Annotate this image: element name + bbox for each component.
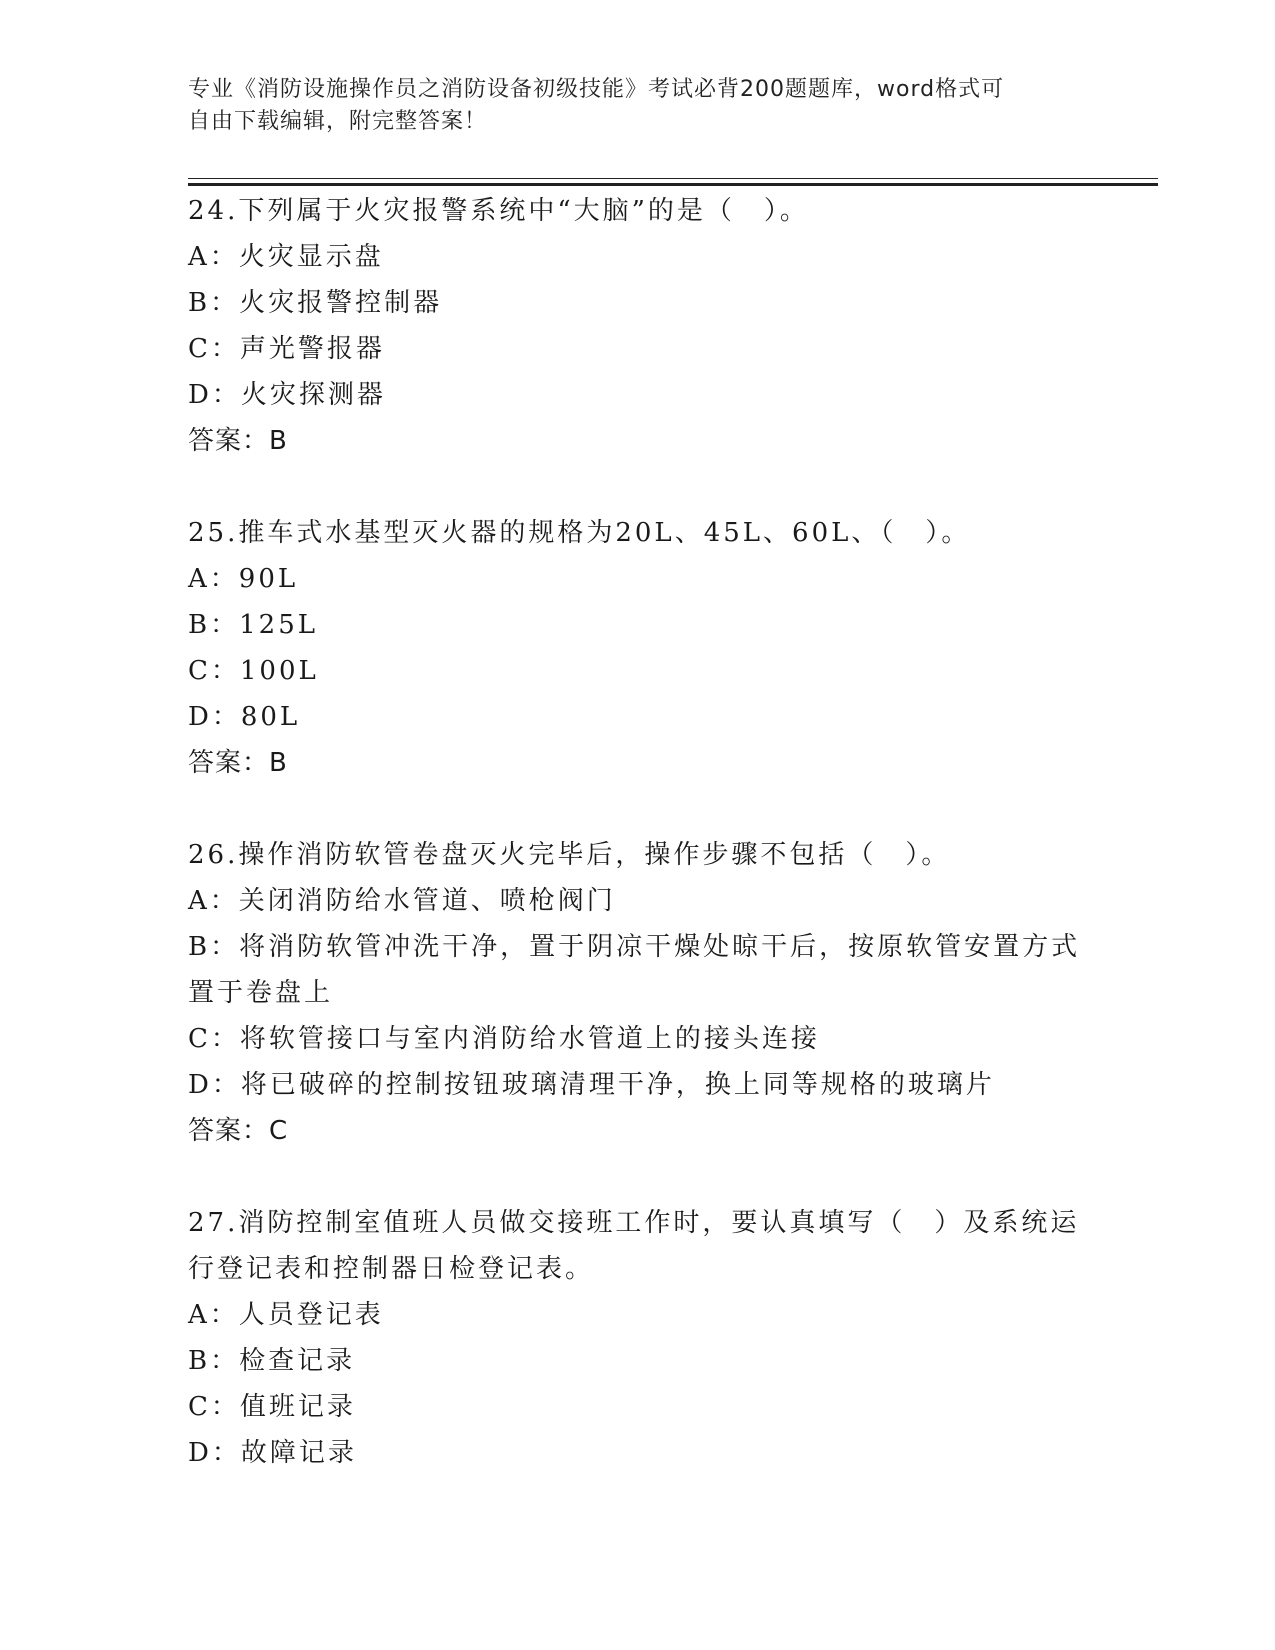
header-line-1: 专业《消防设施操作员之消防设备初级技能》考试必背200题题库，word格式可: [188, 77, 1005, 102]
option-a: A：人员登记表: [188, 1300, 384, 1330]
question-spacer: [188, 786, 1088, 832]
question-26: [188, 832, 1088, 1154]
question-25: [188, 510, 1088, 786]
option-b: B：125L: [188, 610, 318, 640]
option-c: C：声光警报器: [188, 334, 385, 364]
question-stem: 24.下列属于火灾报警系统中“大脑”的是（ ）。: [188, 196, 809, 226]
option-c: C：将软管接口与室内消防给水管道上的接头连接: [188, 1024, 820, 1054]
option-a: A：火灾显示盘: [188, 242, 384, 272]
question-list: [188, 188, 1088, 1476]
question-stem: 26.操作消防软管卷盘灭火完毕后，操作步骤不包括（ ）。: [188, 840, 951, 870]
question-27: [188, 1200, 1088, 1476]
question-24: [188, 188, 1088, 464]
option-a: A：关闭消防给水管道、喷枪阀门: [188, 886, 616, 916]
answer: 答案：B: [188, 426, 288, 456]
option-b: B：检查记录: [188, 1346, 356, 1376]
question-spacer: [188, 1154, 1088, 1200]
option-d: D：火灾探测器: [188, 380, 386, 410]
question-spacer: [188, 464, 1088, 510]
answer: 答案：B: [188, 748, 288, 778]
header-divider-thick: [188, 183, 1158, 186]
option-a: A：90L: [188, 564, 299, 594]
option-b: B：火灾报警控制器: [188, 288, 443, 318]
option-c: C：100L: [188, 656, 319, 686]
question-stem: 25.推车式水基型灭火器的规格为20L、45L、60L、（ ）。: [188, 518, 971, 548]
option-d: D：故障记录: [188, 1438, 357, 1468]
answer: 答案：C: [188, 1116, 289, 1146]
header-line-2: 自由下载编辑，附完整答案！: [188, 109, 488, 134]
option-d: D：80L: [188, 702, 301, 732]
header-divider-thin: [188, 178, 1158, 179]
question-stem: 27.消防控制室值班人员做交接班工作时，要认真填写（ ）及系统运行登记表和控制器日检登记表。: [188, 1208, 1080, 1284]
option-d: D：将已破碎的控制按钮玻璃清理干净，换上同等规格的玻璃片: [188, 1070, 995, 1100]
option-b: B：将消防软管冲洗干净，置于阴凉干燥处晾干后，按原软管安置方式置于卷盘上: [188, 932, 1081, 1008]
option-c: C：值班记录: [188, 1392, 356, 1422]
document-header: [188, 74, 1088, 138]
